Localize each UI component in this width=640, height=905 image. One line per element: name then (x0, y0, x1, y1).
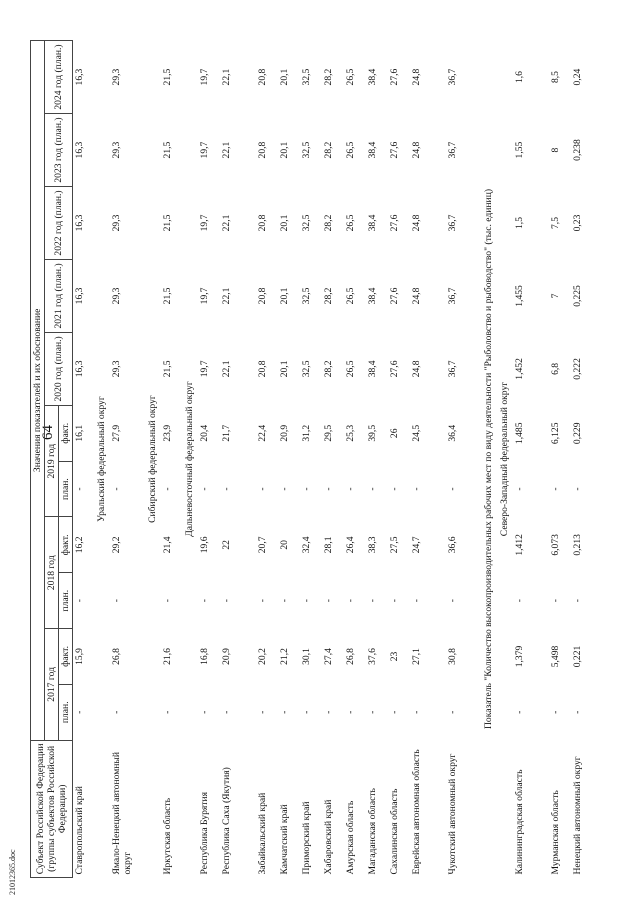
value-cell-p17: - (199, 710, 211, 714)
value-cell-y21: 1,455 (514, 285, 526, 307)
value-cell-y23: 38,4 (367, 141, 379, 159)
page-number: 64 (40, 425, 56, 440)
value-cell-y20: 38,4 (367, 360, 379, 378)
table-row (410, 41, 446, 878)
value-cell-p17: - (447, 710, 459, 714)
value-cell-f19: 27,9 (111, 424, 123, 442)
value-cell-y21: 21,5 (162, 287, 174, 305)
value-cell-p18: - (389, 599, 401, 603)
value-cell-y23: 21,5 (162, 141, 174, 159)
value-cell-y21: 36,7 (447, 287, 459, 305)
value-cell-y20: 36,7 (447, 360, 459, 378)
value-cell-y22: 27,6 (389, 214, 401, 232)
value-cell-y20: 1,452 (514, 358, 526, 380)
value-cell-y24: 8,5 (550, 71, 562, 84)
table-row (344, 41, 366, 878)
value-cell-f19: 23,9 (162, 424, 174, 442)
value-cell-p18: - (162, 599, 174, 603)
value-cell-y20: 16,3 (74, 360, 86, 378)
value-cell-p19: - (162, 487, 174, 491)
value-cell-f18: 28,1 (323, 536, 335, 554)
value-cell-p17: - (572, 710, 584, 714)
federal-district-title: Дальневосточный федеральный округ (184, 381, 196, 537)
value-cell-y22: 21,5 (162, 214, 174, 232)
value-cell-p17: - (221, 710, 233, 714)
value-cell-y22: 1,5 (514, 217, 526, 229)
year-2018-header: 2018 год (45, 517, 59, 629)
value-cell-f19: 25,3 (345, 424, 357, 442)
value-cell-f18: 27,5 (389, 536, 401, 554)
value-cell-y20: 21,5 (162, 360, 174, 378)
value-cell-f18: 38,3 (367, 536, 379, 554)
table-row (110, 41, 146, 878)
value-cell-p18: - (257, 599, 269, 603)
value-cell-y21: 20,1 (279, 287, 291, 305)
value-cell-f19: 16,1 (74, 424, 86, 442)
value-cell-f17: 30,8 (447, 648, 459, 665)
value-cell-f19: 24,5 (411, 424, 423, 442)
subject-name-cell: Иркутская область (162, 797, 174, 875)
value-cell-y22: 26,5 (345, 214, 357, 232)
value-cell-f18: 32,4 (301, 536, 313, 554)
value-cell-f18: 24,7 (411, 536, 423, 554)
value-cell-y24: 20,8 (257, 68, 269, 86)
value-cell-y23: 27,6 (389, 141, 401, 159)
value-cell-y21: 20,8 (257, 287, 269, 305)
subject-name-cell: Республика Саха (Якутия) (221, 767, 233, 875)
value-cell-f17: 20,2 (257, 648, 269, 665)
value-cell-f17: 27,1 (411, 648, 423, 665)
federal-district-title: Северо-Западный федеральный округ (499, 381, 511, 537)
table-row (366, 41, 388, 878)
value-cell-y20: 24,8 (411, 360, 423, 378)
subject-name-cell: Амурская область (345, 800, 357, 875)
table-row (161, 41, 183, 878)
value-cell-p19: - (345, 487, 357, 491)
value-cell-p19: - (367, 487, 379, 491)
value-cell-p19: - (550, 487, 562, 491)
value-cell-f19: 21,7 (221, 424, 233, 442)
value-cell-y22: 32,5 (301, 214, 313, 232)
table-row (256, 41, 278, 878)
subject-name-cell: Камчатский край (279, 804, 291, 875)
value-cell-p17: - (279, 710, 291, 714)
value-cell-p18: - (514, 599, 526, 603)
plan-2018-header: план. (59, 573, 73, 629)
federal-district-title: Уральский федеральный округ (96, 396, 108, 522)
table-row (73, 41, 96, 878)
value-cell-y21: 19,7 (199, 287, 211, 305)
value-cell-p17: - (411, 710, 423, 714)
value-cell-y20: 29,3 (111, 360, 123, 378)
value-cell-y23: 1,55 (514, 141, 526, 159)
value-cell-y22: 22,1 (221, 214, 233, 232)
value-cell-y21: 22,1 (221, 287, 233, 305)
value-cell-f19: 31,2 (301, 424, 313, 442)
value-cell-y23: 19,7 (199, 141, 211, 159)
value-cell-p17: - (514, 710, 526, 714)
value-cell-y20: 19,7 (199, 360, 211, 378)
subject-name-cell: Еврейская автономная область (411, 749, 423, 875)
value-cell-p17: - (162, 710, 174, 714)
value-cell-f18: 6,073 (550, 534, 562, 556)
indicator-title-row (482, 41, 498, 878)
table-row (198, 41, 220, 878)
value-cell-p19: - (389, 487, 401, 491)
value-cell-y20: 32,5 (301, 360, 313, 378)
value-cell-y24: 0,24 (572, 68, 584, 86)
value-cell-f17: 21,6 (162, 648, 174, 665)
value-cell-y22: 36,7 (447, 214, 459, 232)
value-cell-p18: - (279, 599, 291, 603)
value-cell-y22: 20,1 (279, 214, 291, 232)
value-cell-y21: 29,3 (111, 287, 123, 305)
year-2019-header: 2019 год (45, 405, 59, 517)
value-cell-y21: 0,225 (572, 285, 584, 307)
value-cell-p18: - (550, 599, 562, 603)
value-cell-f19: 29,5 (323, 424, 335, 442)
value-cell-y20: 22,1 (221, 360, 233, 378)
indicator-title: Показатель "Количество высокопроизводительных рабочих мест по виду деятельности "Рыболовство и рыбоводство" (тыс. единиц) (483, 188, 495, 730)
value-cell-y23: 24,8 (411, 141, 423, 159)
value-cell-p19: - (447, 487, 459, 491)
value-cell-f17: 5,498 (550, 645, 562, 668)
table-row (571, 41, 607, 878)
year-2023-header: 2023 год (план.) (45, 114, 73, 187)
value-cell-p19: - (323, 487, 335, 491)
subject-name-cell: Ставропольский край (74, 786, 86, 875)
value-cell-f19: 0,229 (572, 422, 584, 445)
value-cell-f18: 16,2 (74, 536, 86, 554)
value-cell-y24: 28,2 (323, 68, 335, 86)
subject-name-cell: Хабаровский край (323, 799, 335, 875)
value-cell-y23: 36,7 (447, 141, 459, 159)
subject-name-cell: Калининградская область (514, 769, 526, 875)
value-cell-f17: 15,9 (74, 648, 86, 665)
subject-name-cell: Ненецкий автономный округ (572, 756, 584, 875)
value-cell-p18: - (367, 599, 379, 603)
value-cell-p19: - (74, 487, 86, 491)
value-cell-f19: 36,4 (447, 424, 459, 442)
subject-name-cell: Сахалинская область (389, 788, 401, 875)
table-row (446, 41, 482, 878)
subject-name-cell: Приморский край (301, 801, 313, 875)
value-cell-y22: 29,3 (111, 214, 123, 232)
value-cell-f18: 19,6 (199, 536, 211, 554)
value-cell-y23: 29,3 (111, 141, 123, 159)
value-cell-f17: 20,9 (221, 648, 233, 665)
value-cell-y22: 0,23 (572, 214, 584, 232)
value-cell-f19: 1,485 (514, 422, 526, 445)
subject-name-cell: Мурманская область (550, 790, 562, 875)
table-row (300, 41, 322, 878)
value-cell-y22: 38,4 (367, 214, 379, 232)
value-cell-y23: 28,2 (323, 141, 335, 159)
value-cell-p19: - (572, 487, 584, 491)
year-2017-header: 2017 год (45, 629, 59, 741)
value-cell-y23: 16,3 (74, 141, 86, 159)
value-cell-y22: 19,7 (199, 214, 211, 232)
value-cell-f19: 22,4 (257, 424, 269, 442)
value-cell-y24: 38,4 (367, 68, 379, 86)
indicators-table (30, 40, 607, 878)
value-cell-p18: - (199, 599, 211, 603)
value-cell-y24: 32,5 (301, 68, 313, 86)
value-cell-f17: 1,379 (514, 645, 526, 668)
value-cell-p17: - (389, 710, 401, 714)
value-cell-p18: - (111, 599, 123, 603)
value-cell-y21: 16,3 (74, 287, 86, 305)
value-cell-y22: 16,3 (74, 214, 86, 232)
section-title-row (183, 41, 198, 878)
year-2020-header: 2020 год (план.) (45, 332, 73, 405)
value-cell-y24: 1,6 (514, 71, 526, 84)
value-cell-f19: 39,5 (367, 424, 379, 442)
value-cell-f17: 23 (389, 651, 401, 662)
table-row (278, 41, 300, 878)
value-cell-y23: 0,238 (572, 139, 584, 161)
value-cell-p19: - (514, 487, 526, 491)
fact-2018-header: факт. (59, 517, 73, 573)
value-cell-f18: 20 (279, 540, 291, 550)
value-cell-y24: 27,6 (389, 68, 401, 86)
value-cell-y23: 22,1 (221, 141, 233, 159)
value-cell-y20: 20,1 (279, 360, 291, 378)
value-cell-p17: - (74, 710, 86, 714)
value-cell-p18: - (572, 599, 584, 603)
value-cell-f19: 26 (389, 428, 401, 439)
value-cell-y22: 24,8 (411, 214, 423, 232)
value-cell-f18: 1,412 (514, 534, 526, 556)
table-row (322, 41, 344, 878)
value-cell-y21: 38,4 (367, 287, 379, 305)
value-cell-f17: 16,8 (199, 648, 211, 665)
value-cell-p18: - (447, 599, 459, 603)
value-cell-p18: - (221, 599, 233, 603)
value-cell-y21: 7 (550, 293, 562, 299)
value-cell-y24: 26,5 (345, 68, 357, 86)
value-cell-y20: 6,8 (550, 362, 562, 375)
value-cell-p19: - (111, 487, 123, 491)
table-row (513, 41, 549, 878)
value-cell-f18: 21,4 (162, 536, 174, 554)
value-cell-y20: 28,2 (323, 360, 335, 378)
value-cell-y20: 20,8 (257, 360, 269, 378)
value-cell-p18: - (345, 599, 357, 603)
value-cell-f17: 27,4 (323, 648, 335, 665)
value-cell-p18: - (323, 599, 335, 603)
value-cell-p17: - (323, 710, 335, 714)
value-cell-p19: - (199, 487, 211, 491)
value-cell-f18: 22 (221, 540, 233, 550)
value-cell-y24: 29,3 (111, 68, 123, 86)
value-cell-y22: 7,5 (550, 217, 562, 229)
value-cell-y22: 20,8 (257, 214, 269, 232)
value-cell-y21: 28,2 (323, 287, 335, 305)
value-cell-y20: 27,6 (389, 360, 401, 378)
value-cell-p18: - (411, 599, 423, 603)
value-cell-y23: 8 (550, 147, 562, 153)
value-cell-p18: - (74, 599, 86, 603)
table-header (31, 41, 73, 878)
fact-2017-header: факт. (59, 629, 73, 685)
value-cell-y22: 28,2 (323, 214, 335, 232)
fact-2019-header: факт. (59, 405, 73, 461)
value-cell-p19: - (221, 487, 233, 491)
value-cell-y24: 22,1 (221, 68, 233, 86)
value-cell-p17: - (367, 710, 379, 714)
value-cell-p19: - (411, 487, 423, 491)
year-2024-header: 2024 год (план.) (45, 41, 73, 114)
subject-name-cell: Ямало-Ненецкий автономный округ (111, 751, 134, 875)
value-cell-y24: 19,7 (199, 68, 211, 86)
value-cell-p17: - (301, 710, 313, 714)
value-cell-p17: - (257, 710, 269, 714)
value-cell-p19: - (301, 487, 313, 491)
value-cell-y20: 26,5 (345, 360, 357, 378)
value-cell-p19: - (279, 487, 291, 491)
value-cell-p17: - (345, 710, 357, 714)
section-title-row (498, 41, 513, 878)
subject-column-header: Субъект Российской Федерации (группы субъектов Российской Федерации) (31, 740, 73, 877)
value-cell-y23: 32,5 (301, 141, 313, 159)
values-group-header: Значения показателей и их обоснование (31, 41, 45, 741)
table-body (73, 41, 608, 878)
value-cell-y20: 0,222 (572, 358, 584, 380)
document-id: 21012365.doc (8, 849, 17, 895)
value-cell-p17: - (111, 710, 123, 714)
value-cell-f19: 20,4 (199, 424, 211, 442)
subject-name-cell: Чукотский автономный округ (447, 753, 459, 875)
table-row (220, 41, 256, 878)
value-cell-f17: 30,1 (301, 648, 313, 665)
value-cell-f19: 20,9 (279, 424, 291, 442)
subject-name-cell: Магаданская область (367, 788, 379, 875)
value-cell-f18: 29,2 (111, 536, 123, 554)
value-cell-f17: 21,2 (279, 648, 291, 665)
value-cell-y24: 36,7 (447, 68, 459, 86)
value-cell-f17: 26,8 (345, 648, 357, 665)
value-cell-f18: 0,213 (572, 534, 584, 556)
section-title-row (146, 41, 161, 878)
value-cell-y23: 20,1 (279, 141, 291, 159)
section-title-row (95, 41, 110, 878)
value-cell-f17: 0,221 (572, 645, 584, 668)
value-cell-f19: 6,125 (550, 422, 562, 445)
value-cell-p17: - (550, 710, 562, 714)
plan-2017-header: план. (59, 684, 73, 740)
value-cell-y21: 24,8 (411, 287, 423, 305)
value-cell-f18: 20,7 (257, 536, 269, 554)
year-2022-header: 2022 год (план.) (45, 187, 73, 260)
value-cell-y21: 32,5 (301, 287, 313, 305)
year-2021-header: 2021 год (план.) (45, 259, 73, 332)
plan-2019-header: план. (59, 461, 73, 517)
rotated-table-container (30, 40, 610, 878)
value-cell-p19: - (257, 487, 269, 491)
value-cell-y21: 27,6 (389, 287, 401, 305)
value-cell-y23: 20,8 (257, 141, 269, 159)
subject-name-cell: Забайкальский край (257, 792, 269, 875)
table-row (549, 41, 571, 878)
value-cell-y24: 21,5 (162, 68, 174, 86)
value-cell-f18: 36,6 (447, 536, 459, 554)
table-row (388, 41, 410, 878)
value-cell-p18: - (301, 599, 313, 603)
value-cell-y24: 24,8 (411, 68, 423, 86)
value-cell-f17: 37,6 (367, 648, 379, 665)
value-cell-y23: 26,5 (345, 141, 357, 159)
subject-name-cell: Республика Бурятия (199, 791, 211, 875)
value-cell-y24: 20,1 (279, 68, 291, 86)
value-cell-f18: 26,4 (345, 536, 357, 554)
value-cell-y21: 26,5 (345, 287, 357, 305)
value-cell-y24: 16,3 (74, 68, 86, 86)
value-cell-f17: 26,8 (111, 648, 123, 665)
federal-district-title: Сибирский федеральный округ (147, 395, 159, 523)
